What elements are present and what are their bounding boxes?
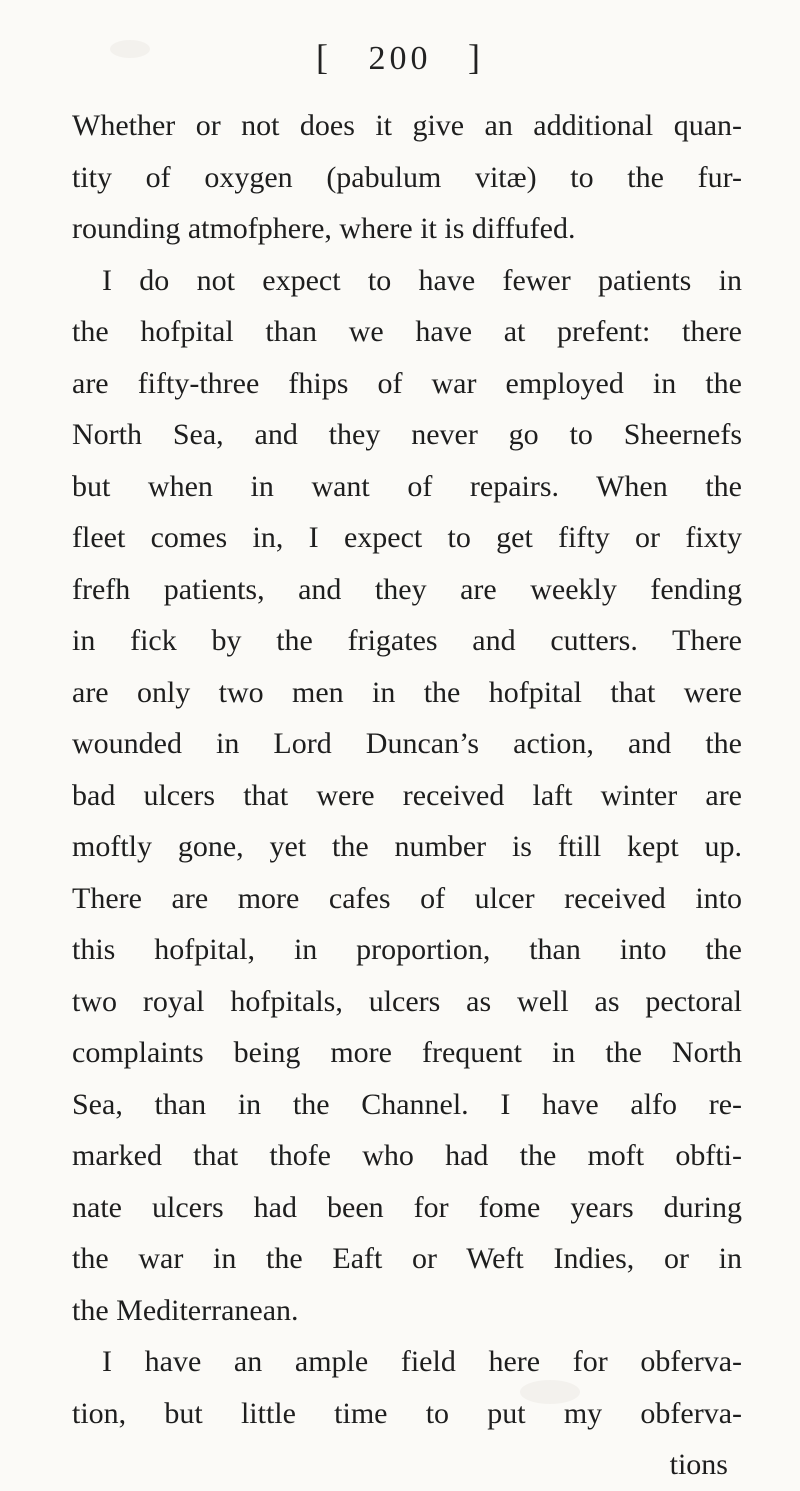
text-line: but when in want of repairs. When the: [72, 469, 742, 503]
catchword: tions: [669, 1448, 728, 1481]
text-line: are fifty-three fhips of war employed in the: [72, 366, 742, 400]
text-line: two royal hofpitals, ulcers as well as pectoral: [72, 984, 742, 1018]
body-text: [72, 100, 742, 1491]
text-line: bad ulcers that were received laft winter are: [72, 778, 742, 812]
text-line: this hofpital, in proportion, than into the: [72, 933, 742, 966]
text-line: fleet comes in, I expect to get fifty or fixty: [72, 521, 742, 554]
text-line: moftly gone, yet the number is ftill kept up.: [72, 830, 742, 863]
text-line: I have an ample field here for obferva-: [102, 1345, 742, 1378]
text-line: frefh patients, and they are weekly fending: [72, 572, 742, 606]
text-line: There are more cafes of ulcer received into: [72, 881, 742, 915]
text-line: in fick by the frigates and cutters. There: [72, 624, 742, 657]
close-bracket: ]: [468, 37, 484, 77]
text-line: tity of oxygen (pabulum vitæ) to the fur-: [72, 160, 742, 194]
text-line: the hofpital than we have at prefent: there: [72, 315, 742, 348]
text-line: nate ulcers had been for fome years during: [72, 1190, 742, 1224]
text-line: North Sea, and they never go to Sheernefs: [72, 418, 742, 451]
text-line: rounding atmofphere, where it is diffufed.: [72, 212, 576, 245]
text-line: Sea, than in the Channel. I have alfo re-: [72, 1087, 742, 1121]
text-line: wounded in Lord Duncan’s action, and the: [72, 727, 742, 760]
text-line: marked that thofe who had the moft obfti-: [72, 1139, 742, 1172]
text-line: complaints being more frequent in the North: [72, 1036, 742, 1069]
text-line: the war in the Eaft or Weft Indies, or in: [72, 1242, 742, 1275]
text-line: the Mediterranean.: [72, 1293, 299, 1327]
text-line: Whether or not does it give an additional quan-: [72, 109, 742, 142]
text-line: I do not expect to have fewer patients in: [102, 263, 742, 297]
open-bracket: [: [316, 37, 332, 77]
page-number: 200: [368, 40, 432, 77]
text-line: tion, but little time to put my obferva-: [72, 1396, 742, 1430]
running-head: [0, 36, 800, 78]
text-line: are only two men in the hofpital that were: [72, 675, 742, 709]
